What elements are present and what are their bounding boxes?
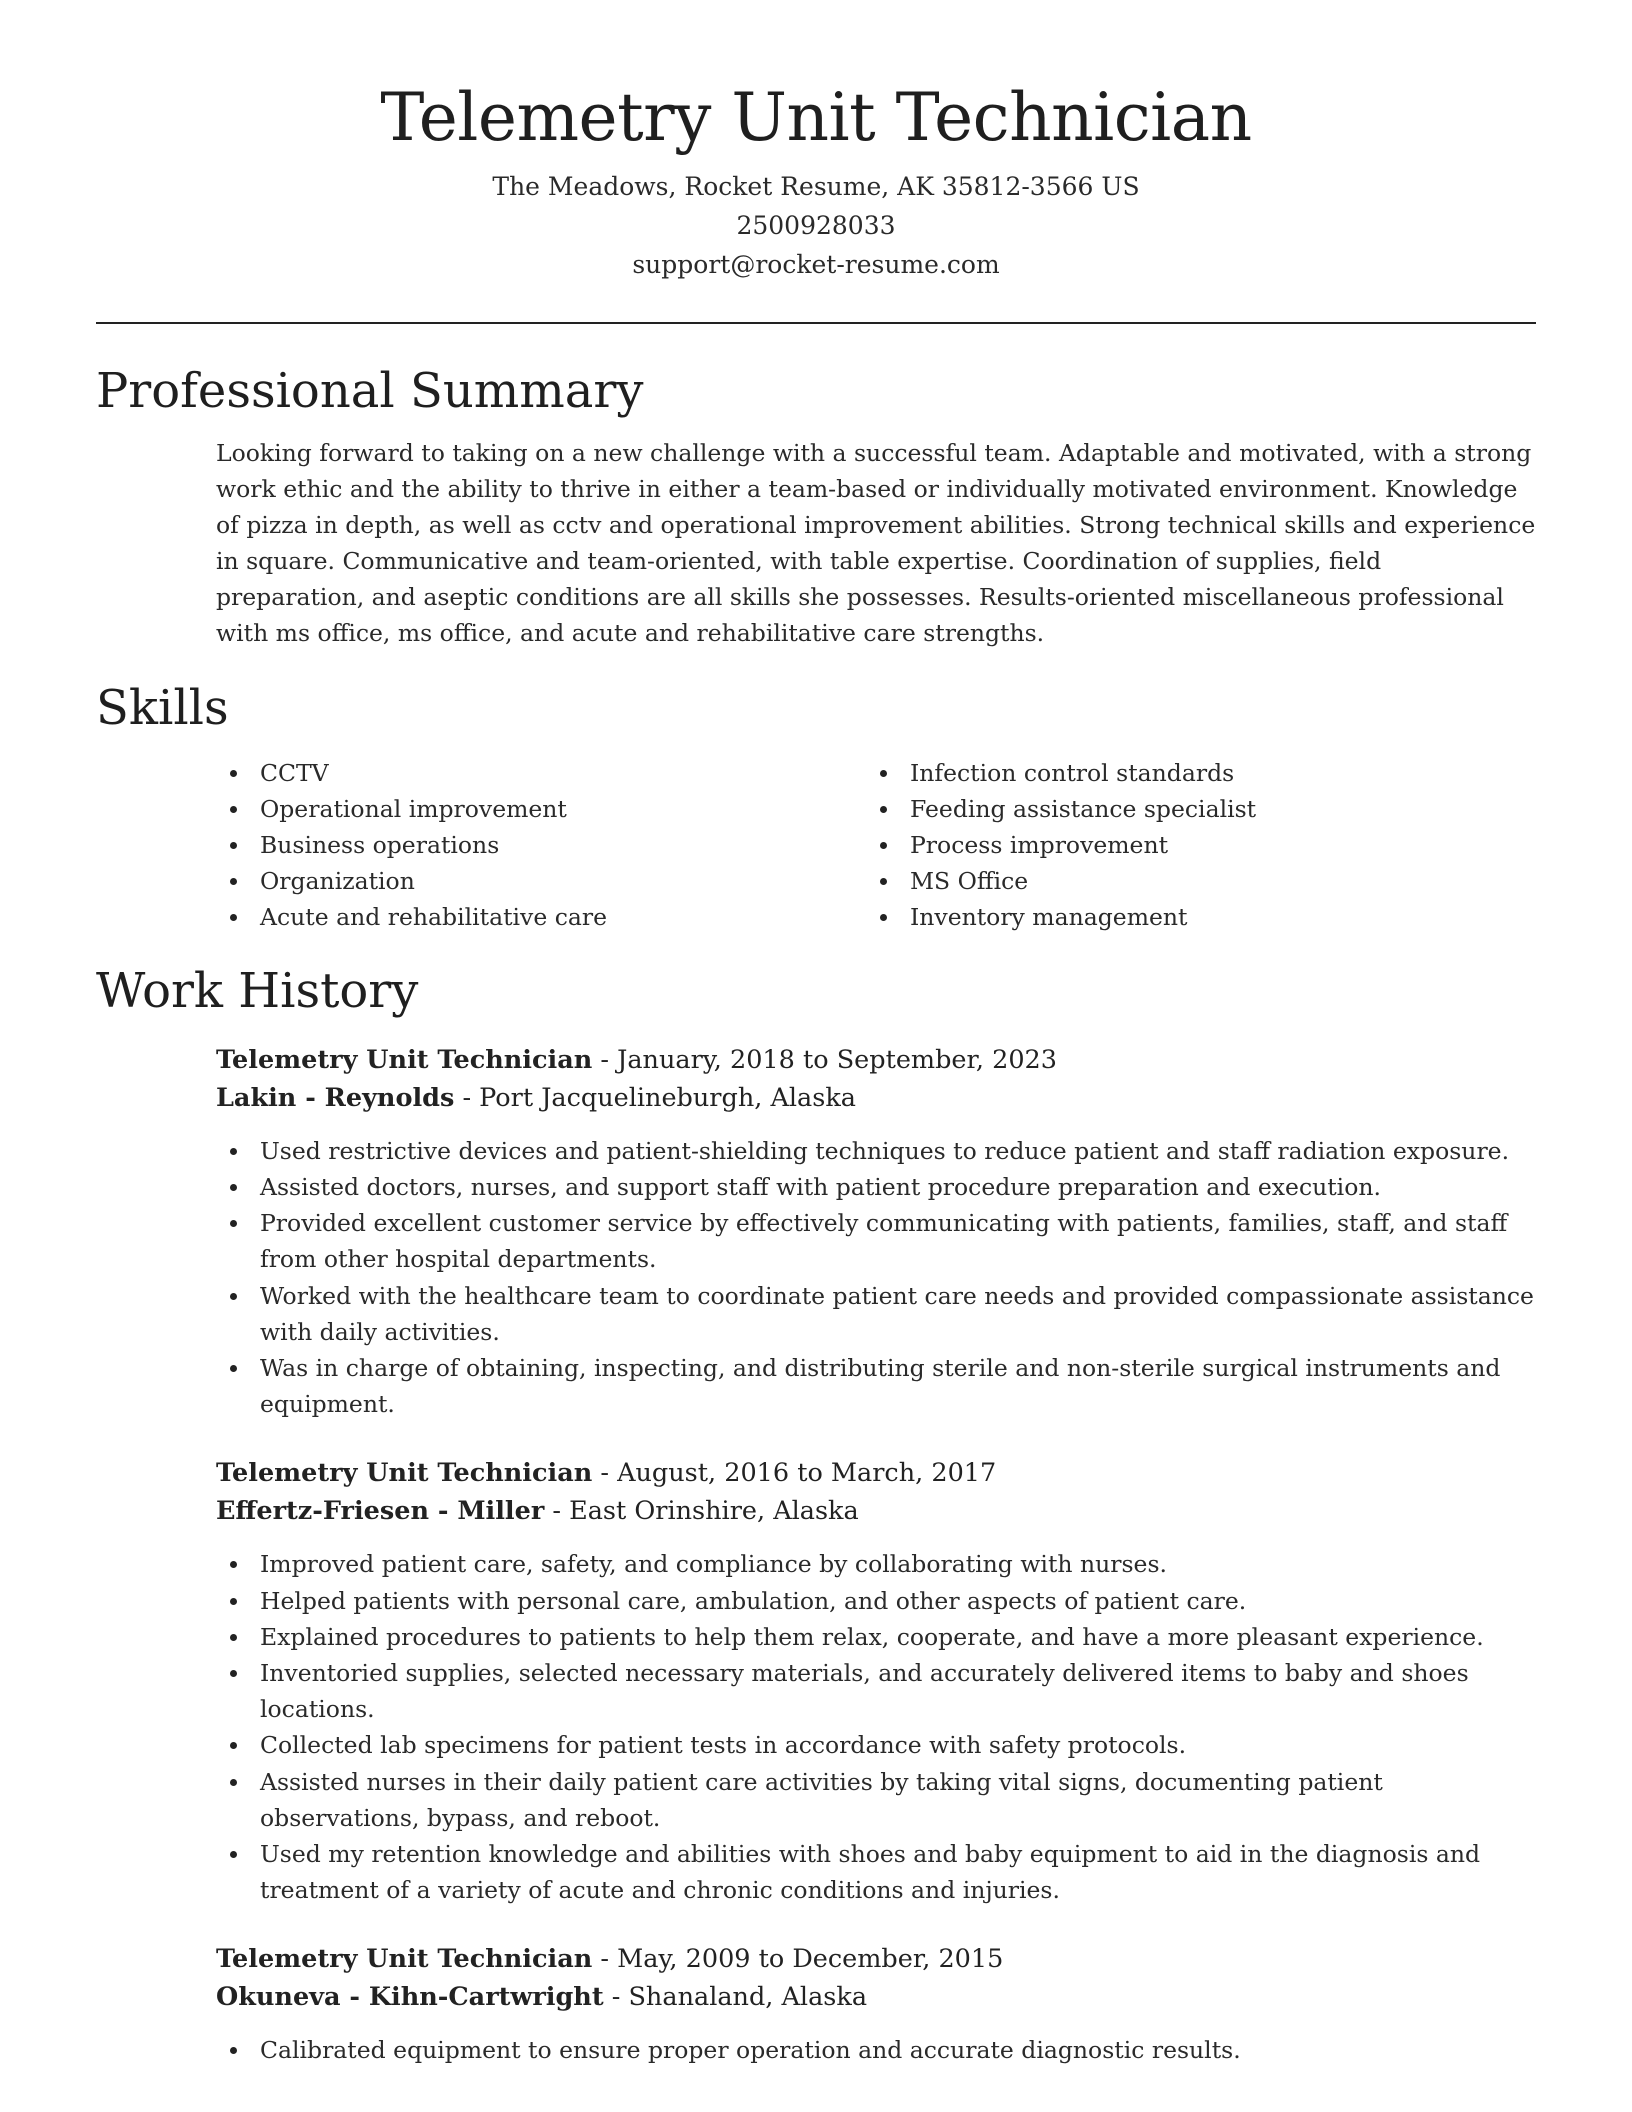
skill-item: Feeding assistance specialist xyxy=(866,791,1516,827)
contact-address: The Meadows, Rocket Resume, AK 35812-3566 US xyxy=(492,172,1140,202)
job-employer-line xyxy=(216,1492,1536,1530)
job-role: Telemetry Unit Technician xyxy=(216,1044,593,1075)
job-duty: Provided excellent customer service by effectively communicating with patients, families, staff, and staff from other hospital departments. xyxy=(216,1205,1536,1277)
job-role: Telemetry Unit Technician xyxy=(216,1944,593,1975)
skill-item: Business operations xyxy=(216,827,866,863)
job-location: - East Orinshire, Alaska xyxy=(544,1496,859,1527)
contact-email: support@rocket-resume.com xyxy=(632,250,1000,280)
skill-item: Organization xyxy=(216,863,866,899)
job-duty: Used my retention knowledge and abilities with shoes and baby equipment to aid in the diagnosis and treatment of a variety of acute and chronic conditions and injuries. xyxy=(216,1836,1536,1908)
job-employer-line xyxy=(216,1978,1536,2016)
job-dates: - August, 2016 to March, 2017 xyxy=(592,1458,997,1489)
job-entry xyxy=(216,1454,1536,1908)
job-dates: - May, 2009 to December, 2015 xyxy=(592,1944,1004,1975)
job-company: Effertz-Friesen - Miller xyxy=(216,1496,545,1527)
job-employer-line xyxy=(216,1079,1536,1117)
work-history-heading: Work History xyxy=(96,962,419,1019)
job-duties xyxy=(216,1133,1536,1423)
job-location: - Port Jacquelineburgh, Alaska xyxy=(454,1082,856,1113)
job-title-line xyxy=(216,1940,1536,1978)
skill-item: Infection control standards xyxy=(866,755,1516,791)
job-entry xyxy=(216,1041,1536,1423)
skills-heading: Skills xyxy=(96,680,229,737)
skills-list xyxy=(216,755,1536,936)
job-title-line xyxy=(216,1041,1536,1079)
job-duty: Used restrictive devices and patient-shielding techniques to reduce patient and staff radiation exposure. xyxy=(216,1133,1536,1169)
job-duty: Assisted doctors, nurses, and support staff with patient procedure preparation and execution. xyxy=(216,1169,1536,1205)
skills-column-left xyxy=(216,755,866,936)
summary-heading: Professional Summary xyxy=(96,363,644,420)
job-duty: Improved patient care, safety, and compliance by collaborating with nurses. xyxy=(216,1546,1536,1582)
job-duty: Helped patients with personal care, ambulation, and other aspects of patient care. xyxy=(216,1583,1536,1619)
job-company: Okuneva - Kihn-Cartwright xyxy=(216,1982,604,2013)
job-title-line xyxy=(216,1454,1536,1492)
skill-item: CCTV xyxy=(216,755,866,791)
skill-item: Acute and rehabilitative care xyxy=(216,899,866,935)
job-location: - Shanaland, Alaska xyxy=(603,1982,868,2013)
summary-text: Looking forward to taking on a new challenge with a successful team. Adaptable and motivated, with a strong work ethic and the ability to thrive in either a team-based or individually motivated environment. Knowledge of pizza in depth, as well as cctv and operational improvement abilities. Strong technical skills and experience in square. Communicative and team-oriented, with table expertise. Coordination of supplies, field preparation, and aseptic conditions are all skills she possesses. Results-oriented miscellaneous professional with ms office, ms office, and acute and rehabilitative care strengths. xyxy=(216,439,1536,648)
contact-block xyxy=(0,167,1632,284)
header-divider xyxy=(96,322,1536,324)
resume-header xyxy=(0,0,1632,284)
candidate-name: Telemetry Unit Technician xyxy=(380,79,1252,156)
job-duty: Collected lab specimens for patient tests in accordance with safety protocols. xyxy=(216,1727,1536,1763)
job-role: Telemetry Unit Technician xyxy=(216,1458,593,1489)
job-duty: Was in charge of obtaining, inspecting, and distributing sterile and non-sterile surgical instruments and equipment. xyxy=(216,1350,1536,1422)
job-duty: Inventoried supplies, selected necessary materials, and accurately delivered items to baby and shoes locations. xyxy=(216,1655,1536,1727)
job-duties xyxy=(216,2032,1536,2068)
contact-phone: 2500928033 xyxy=(736,211,896,241)
skill-item: Process improvement xyxy=(866,827,1516,863)
skill-item: Inventory management xyxy=(866,899,1516,935)
job-duties xyxy=(216,1546,1536,1908)
job-duty: Worked with the healthcare team to coordinate patient care needs and provided compassionate assistance with daily activities. xyxy=(216,1278,1536,1350)
job-duty: Calibrated equipment to ensure proper operation and accurate diagnostic results. xyxy=(216,2032,1536,2068)
job-entry xyxy=(216,1940,1536,2068)
job-dates: - January, 2018 to September, 2023 xyxy=(592,1044,1058,1075)
job-company: Lakin - Reynolds xyxy=(216,1082,455,1113)
job-duty: Assisted nurses in their daily patient care activities by taking vital signs, documenting patient observations, bypass, and reboot. xyxy=(216,1764,1536,1836)
skill-item: Operational improvement xyxy=(216,791,866,827)
job-duty: Explained procedures to patients to help them relax, cooperate, and have a more pleasant experience. xyxy=(216,1619,1536,1655)
skill-item: MS Office xyxy=(866,863,1516,899)
skills-column-right xyxy=(866,755,1516,936)
